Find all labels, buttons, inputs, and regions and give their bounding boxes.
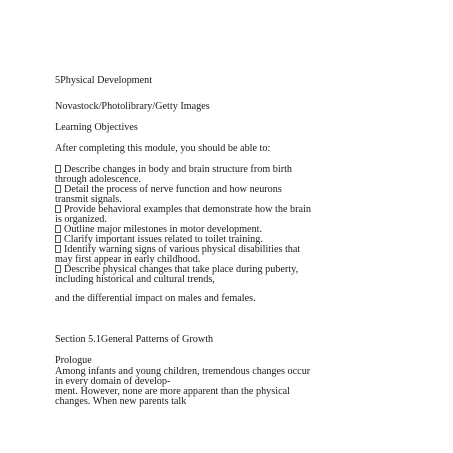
objective-item-continued: through adolescence.: [55, 174, 141, 185]
objective-text: Describe changes in body and brain structure from birth: [64, 164, 293, 175]
prologue-line: in every domain of develop-: [55, 376, 171, 387]
objectives-intro: After completing this module, you should be able to:: [55, 143, 271, 154]
prologue-line: Among infants and young children, tremendous changes occur: [55, 366, 311, 377]
prologue-line: ment. However, none are more apparent than the physical: [55, 386, 290, 397]
bullet-box-icon: [55, 245, 61, 253]
image-credit: Novastock/Photolibrary/Getty Images: [55, 101, 210, 112]
objective-item-continued: including historical and cultural trends,: [55, 274, 215, 285]
objectives-closing: and the differential impact on males and females.: [55, 293, 256, 304]
bullet-box-icon: [55, 205, 61, 213]
objective-text: Provide behavioral examples that demonstrate how the brain: [64, 204, 311, 215]
prologue-line: changes. When new parents talk: [55, 396, 187, 407]
chapter-heading: 5Physical Development: [55, 75, 153, 86]
objective-text: Outline major milestones in motor development.: [64, 224, 263, 235]
bullet-box-icon: [55, 235, 61, 243]
bullet-box-icon: [55, 185, 61, 193]
bullet-box-icon: [55, 165, 61, 173]
prologue-title: Prologue: [55, 355, 92, 366]
objective-item-continued: is organized.: [55, 214, 107, 225]
objective-text: Clarify important issues related to toilet training.: [64, 234, 263, 245]
objective-item-continued: may first appear in early childhood.: [55, 254, 201, 265]
objective-item-continued: transmit signals.: [55, 194, 122, 205]
objectives-title: Learning Objectives: [55, 122, 138, 133]
objective-text: Detail the process of nerve function and how neurons: [64, 184, 282, 195]
bullet-box-icon: [55, 265, 61, 273]
section-title: Section 5.1General Patterns of Growth: [55, 334, 214, 345]
bullet-box-icon: [55, 225, 61, 233]
objective-text: Identify warning signs of various physical disabilities that: [64, 244, 301, 255]
objective-text: Describe physical changes that take place during puberty,: [64, 264, 299, 275]
